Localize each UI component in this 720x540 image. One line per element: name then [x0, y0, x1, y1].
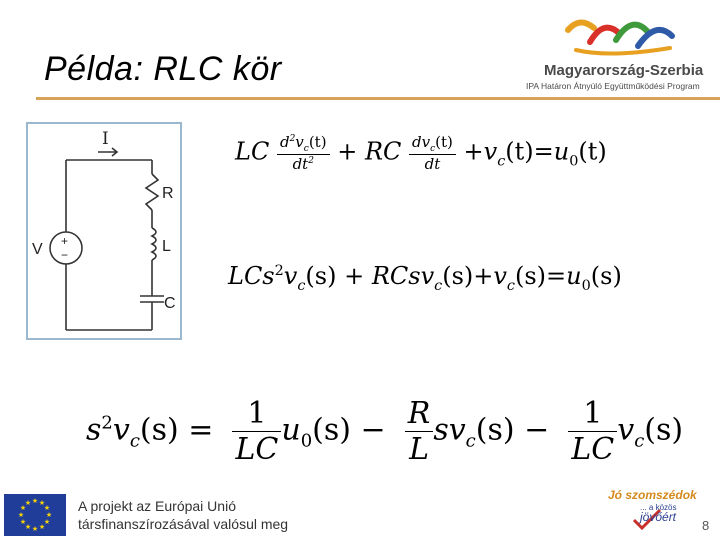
eq3-frac3-den: LC: [568, 431, 617, 467]
logo-subtitle: IPA Határon Átnyúló Együttműködési Program: [526, 81, 700, 91]
eq3-arg4: (s): [644, 412, 684, 448]
eq3-frac2: [405, 396, 434, 467]
current-label: I: [102, 129, 109, 149]
svg-text:★: ★: [31, 525, 39, 533]
eq1-second-derivative: [277, 133, 330, 173]
svg-text:★: ★: [19, 518, 27, 526]
eq3-equals: =: [178, 412, 223, 448]
svg-text:★: ★: [45, 511, 53, 519]
eq3-arg1: (s): [139, 412, 179, 448]
rlc-circuit-diagram: [26, 122, 182, 340]
eq2-v1: v: [283, 262, 298, 290]
equation-solved: [86, 396, 683, 467]
title-divider: [36, 97, 720, 100]
eq1-t-arg: (t): [308, 133, 327, 151]
logo-swoosh-orange-2: [576, 48, 670, 54]
eq1-equals: =: [533, 137, 554, 166]
slide-title: Példa: RLC kör: [44, 50, 282, 88]
eq2-arg3: (s): [514, 262, 547, 290]
eq2-plus1: +: [336, 262, 372, 290]
good-neighbours-line3: jövőért: [640, 510, 677, 524]
inductor-label: L: [162, 238, 171, 255]
eq3-u: u: [281, 412, 301, 448]
eq3-s: s: [86, 412, 102, 448]
eq2-rcs: RCsv: [371, 262, 435, 290]
eq3-frac3: [568, 396, 617, 467]
resistor-label: R: [162, 185, 174, 202]
eq2-lcs-exp: 2: [274, 263, 284, 279]
eq3-frac1-den: LC: [232, 431, 281, 467]
eq3-v: v: [112, 412, 130, 448]
svg-text:★: ★: [24, 499, 32, 507]
logo-swoosh-orange: [568, 22, 594, 30]
svg-text:★: ★: [31, 497, 39, 505]
eq2-u: u: [566, 262, 582, 290]
equation-time-domain: [235, 133, 607, 173]
eq1-dv-arg: (t): [435, 133, 453, 151]
eq3-frac1: [232, 396, 281, 467]
eq1-u-sub: 0: [569, 153, 579, 170]
capacitor-label: C: [164, 295, 176, 312]
eq3-minus2: −: [514, 412, 559, 448]
eq1-plus1: +: [337, 137, 358, 166]
eq3-minus1: −: [350, 412, 396, 448]
eq2-arg1: (s): [305, 262, 337, 290]
svg-text:★: ★: [19, 504, 27, 512]
eq1-d: d: [279, 133, 290, 151]
eq1-dt: dt: [292, 155, 309, 173]
eq1-d-exp: 2: [289, 134, 296, 144]
eq2-v3: v: [493, 262, 507, 290]
eq3-frac1-num: 1: [247, 396, 267, 431]
eq2-u-sub: 0: [581, 277, 591, 294]
source-plus: +: [61, 234, 69, 248]
eq3-frac3-num: 1: [583, 396, 603, 431]
svg-text:★: ★: [43, 518, 51, 526]
eq2-plus2: +: [473, 262, 494, 290]
svg-text:★: ★: [43, 504, 51, 512]
eq1-v-sub2: c: [497, 153, 506, 170]
eq2-v3-sub: c: [506, 277, 515, 294]
resistor-symbol: [146, 174, 158, 210]
eq3-v2-sub: c: [634, 430, 645, 452]
eq3-v-sub: c: [129, 430, 140, 452]
eq1-frac1-den: [277, 154, 330, 173]
eu-flag-icon: [4, 494, 66, 536]
eq1-frac2-den: dt: [409, 154, 456, 173]
eq2-v1-sub: c: [297, 277, 306, 294]
logo-swoosh-blue: [638, 30, 672, 46]
svg-text:★: ★: [38, 523, 46, 531]
eq3-s-exp: 2: [101, 412, 113, 434]
eq2-arg4: (s): [590, 262, 622, 290]
eq3-arg3: (s): [475, 412, 515, 448]
equation-laplace-domain: [228, 262, 622, 294]
eq2-equals: =: [546, 262, 567, 290]
svg-text:★: ★: [24, 523, 32, 531]
eq3-frac2-num: R: [407, 396, 431, 431]
eq1-rc: RC: [364, 137, 402, 166]
eq1-frac2-num: [409, 133, 456, 154]
eq1-dv-sub: c: [430, 144, 436, 154]
eq1-plus2: +: [463, 137, 484, 166]
eq3-u-sub: 0: [300, 430, 313, 452]
eq1-frac1-num: [277, 133, 330, 154]
good-neighbours-title: Jó szomszédok: [608, 488, 697, 502]
good-neighbours-line2: ... a közös: [640, 503, 677, 512]
eq2-v2-sub: c: [434, 277, 443, 294]
eu-funding-line1: A projekt az Európai Unió: [78, 498, 236, 514]
source-label: V: [32, 241, 43, 258]
eq1-v: v: [295, 133, 304, 151]
logo-name: Magyarország-Szerbia: [544, 62, 704, 79]
circuit-schematic: [28, 124, 180, 338]
page-number: 8: [702, 518, 710, 533]
eq3-sv: sv: [433, 412, 466, 448]
eq1-v-arg: (t): [505, 137, 534, 166]
source-minus: −: [61, 248, 69, 262]
eq3-arg2: (s): [312, 412, 351, 448]
eq1-lc: LC: [235, 137, 270, 166]
eq1-v-sub: c: [303, 144, 309, 154]
eq3-sv-sub: c: [465, 430, 476, 452]
eq3-frac2-den: L: [405, 431, 434, 467]
eq1-v: v: [483, 137, 498, 166]
eq1-u-arg: (t): [578, 137, 607, 166]
svg-text:★: ★: [17, 511, 25, 519]
eq2-lcs: LCs: [228, 262, 275, 290]
eq3-v2: v: [617, 412, 635, 448]
eq1-first-derivative: [409, 133, 456, 173]
eu-funding-line2: társfinanszírozásával valósul meg: [78, 516, 289, 532]
svg-text:★: ★: [38, 499, 46, 507]
eq2-arg2: (s): [442, 262, 474, 290]
eq1-u: u: [553, 137, 570, 166]
eq1-dt-exp: 2: [308, 156, 314, 166]
eq1-dv: dv: [412, 133, 431, 151]
inductor-symbol: [152, 228, 156, 260]
